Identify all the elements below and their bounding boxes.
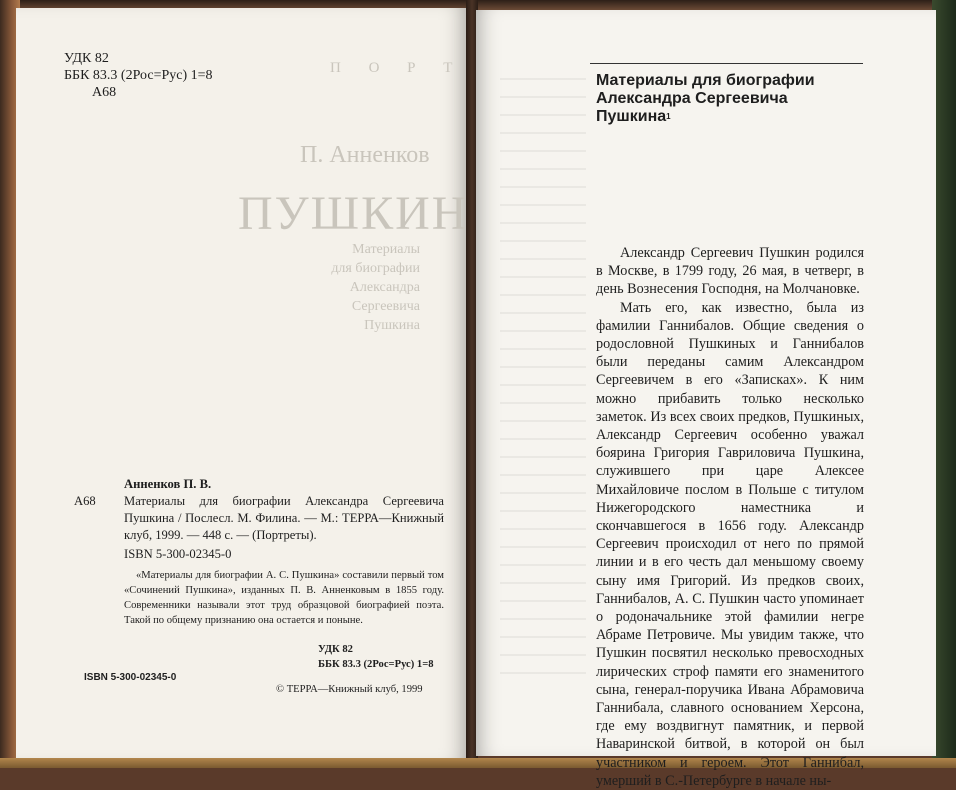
chapter-title-line: Александра Сергеевича <box>596 90 788 107</box>
copyright-line: © ТЕРРА—Книжный клуб, 1999 <box>276 684 423 695</box>
footnote-mark: 1 <box>666 112 671 121</box>
record-annotation: «Материалы для биографии А. С. Пушкина» составили первый том «Сочинений Пушкина», изданных П. В. Анненковым в 1855 году. Современники называли этот труд образцовой биографией поэта. Такой по общему признанию она остается и поныне. <box>124 570 444 626</box>
record-cutter: А68 <box>74 494 96 508</box>
bleedthrough-subtitle-line: Материалы <box>352 242 420 257</box>
classification-block <box>64 50 213 101</box>
chapter-title <box>596 72 866 126</box>
bleedthrough-title: ПУШКИН <box>238 187 469 240</box>
bbk-bottom: ББК 83.3 (2Рос=Рус) 1=8 <box>318 659 434 670</box>
chapter-title-line: Материалы для биографии <box>596 72 815 89</box>
udk-code: УДК 82 <box>64 51 109 66</box>
chapter-title-line <box>596 108 866 126</box>
record-description: Материалы для биографии Александра Сергеевича Пушкина / Послесл. М. Филина. — М.: ТЕРРА—Книжный клуб, 1999. — 448 с. — (Портреты). <box>124 494 444 542</box>
bleedthrough-subtitle-line: Пушкина <box>364 318 420 333</box>
bleedthrough-subtitle <box>270 240 420 335</box>
show-through-text <box>500 78 586 678</box>
record-author: Анненков П. В. <box>124 477 212 491</box>
bleedthrough-subtitle-line: Сергеевича <box>351 299 420 314</box>
chapter-body <box>596 244 864 790</box>
bleedthrough-subtitle-line: для биографии <box>331 261 420 276</box>
chapter-title-last: Пушкина <box>596 108 667 125</box>
record-row <box>74 493 444 544</box>
paragraph: Мать его, как известно, была из фамилии Ганнибалов. Общие сведения о родословной Пушкиных и Ганнибалов были переданы самим Александром Сергеевичем в его «Записках». К ним можно прибавить только несколько заметок. Из всех своих предков, Пушкиных, Александр Сергеевич особенно уважал боярина Григория Гавриловича Пушкина, служившего при царе Алексее Михайловиче послом в Польше с титулом Нижегородского наместника и скончавшегося в 1656 году. Александр Сергеевич происходил от него по прямой линии и в его честь дал меньшому своему сыну имя Григорий. Из предков своих, Ганнибалов, А. С. Пушкин часто упоминает о родоначальнике этой фамилии негре Абраме Петровиче. Мы увидим также, что Пушкин посвятил несколько превосходных лирических строф памяти его знаменитого сына, генерал-поручика Ивана Абрамовича Ганнибала, славного основанием Херсона, где ему воздвигнут памятник, и первой Наваринской битвой, в которой он был участником и героем. Этот Ганнибал, умерший в С.-Петербурге в начале ны- <box>596 299 864 789</box>
bleedthrough-author: П. Анненков <box>300 142 430 168</box>
record-isbn: ISBN 5-300-02345-0 <box>124 547 232 561</box>
isbn-bottom: ISBN 5-300-02345-0 <box>84 672 177 683</box>
classification-bottom <box>318 642 434 672</box>
catalog-record <box>74 476 444 628</box>
bleedthrough-subtitle-line: Александра <box>349 280 420 295</box>
paragraph: Александр Сергеевич Пушкин родился в Москве, в 1799 году, 26 мая, в четверг, в день Вознесения Господня, на Молчановке. <box>596 245 864 298</box>
cutter-code: А68 <box>92 85 117 100</box>
bleedthrough-series: П О Р Т <box>330 60 465 76</box>
udk-bottom: УДК 82 <box>318 644 353 655</box>
chapter-rule <box>590 63 863 64</box>
bbk-code: ББК 83.3 (2Рос=Рус) 1=8 <box>64 68 213 83</box>
